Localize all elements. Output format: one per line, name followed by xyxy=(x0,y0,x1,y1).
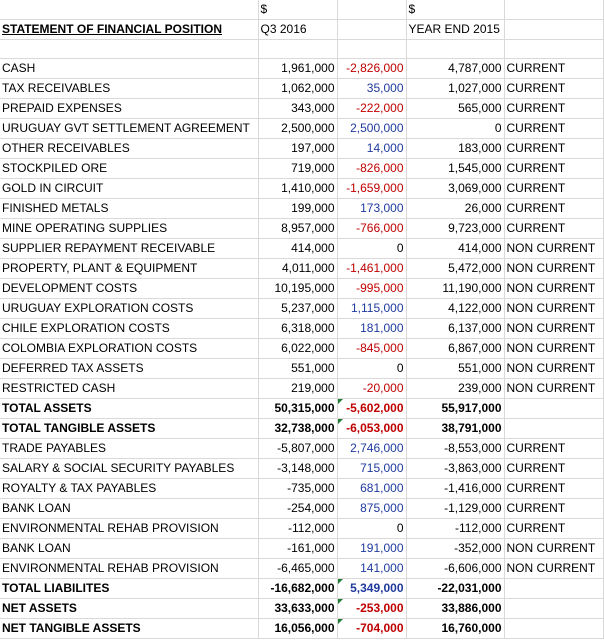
year-end-value-cell[interactable]: -1,129,000 xyxy=(406,499,504,519)
q3-value-cell[interactable]: 1,062,000 xyxy=(258,79,337,99)
cell[interactable] xyxy=(258,40,337,59)
q3-value-cell[interactable]: 33,633,000 xyxy=(258,599,337,619)
table-row xyxy=(0,279,603,299)
q3-value-cell[interactable]: -5,807,000 xyxy=(258,439,337,459)
classification-cell[interactable]: CURRENT xyxy=(504,119,603,139)
year-end-value-cell[interactable]: -1,416,000 xyxy=(406,479,504,499)
change-value-cell[interactable]: 0 xyxy=(337,359,406,379)
year-end-value-cell[interactable]: 33,886,000 xyxy=(406,599,504,619)
row-label-cell[interactable]: SUPPLIER REPAYMENT RECEIVABLE xyxy=(0,239,258,259)
row-label-cell[interactable]: BANK LOAN xyxy=(0,539,258,559)
cell[interactable] xyxy=(406,40,504,59)
year-end-value-cell[interactable]: -6,606,000 xyxy=(406,559,504,579)
q3-value-cell[interactable]: 8,957,000 xyxy=(258,219,337,239)
table-row xyxy=(0,319,603,339)
classification-cell[interactable] xyxy=(504,579,603,599)
table-row xyxy=(0,579,603,599)
year-end-value-cell[interactable]: -352,000 xyxy=(406,539,504,559)
year-end-value-cell[interactable]: 565,000 xyxy=(406,99,504,119)
classification-cell[interactable]: CURRENT xyxy=(504,159,603,179)
q3-value-cell[interactable]: 4,011,000 xyxy=(258,259,337,279)
row-label-cell[interactable]: DEFERRED TAX ASSETS xyxy=(0,359,258,379)
change-value-cell[interactable]: -766,000 xyxy=(337,219,406,239)
classification-cell[interactable]: CURRENT xyxy=(504,179,603,199)
q3-value-cell[interactable]: 10,195,000 xyxy=(258,279,337,299)
classification-cell[interactable]: CURRENT xyxy=(504,59,603,79)
cell[interactable] xyxy=(337,0,406,20)
row-label-cell[interactable]: FINISHED METALS xyxy=(0,199,258,219)
table-row xyxy=(0,419,603,439)
classification-cell[interactable]: CURRENT xyxy=(504,79,603,99)
change-value-cell[interactable]: 2,746,000 xyxy=(337,439,406,459)
year-end-value-cell[interactable]: 239,000 xyxy=(406,379,504,399)
table-row xyxy=(0,379,603,399)
classification-cell[interactable]: NON CURRENT xyxy=(504,279,603,299)
q3-column-header[interactable]: Q3 2016 xyxy=(258,20,337,40)
year-end-value-cell[interactable]: 4,122,000 xyxy=(406,299,504,319)
year-end-value-cell[interactable]: 3,069,000 xyxy=(406,179,504,199)
change-value-cell[interactable]: -222,000 xyxy=(337,99,406,119)
q3-value-cell[interactable]: -161,000 xyxy=(258,539,337,559)
cell[interactable] xyxy=(0,0,258,20)
change-value-cell[interactable]: 35,000 xyxy=(337,79,406,99)
cell[interactable] xyxy=(0,40,258,59)
row-label-cell[interactable]: URUGUAY EXPLORATION COSTS xyxy=(0,299,258,319)
table-row xyxy=(0,459,603,479)
change-value-cell[interactable]: -995,000 xyxy=(337,279,406,299)
table-row xyxy=(0,139,603,159)
year-end-value-cell[interactable]: 0 xyxy=(406,119,504,139)
year-end-value-cell[interactable]: -8,553,000 xyxy=(406,439,504,459)
year-end-value-cell[interactable]: -112,000 xyxy=(406,519,504,539)
q3-value-cell[interactable]: 6,318,000 xyxy=(258,319,337,339)
row-label-cell[interactable]: NET ASSETS xyxy=(0,599,258,619)
table-row xyxy=(0,439,603,459)
table-row xyxy=(0,359,603,379)
q3-value-cell[interactable]: 197,000 xyxy=(258,139,337,159)
blank-row xyxy=(0,40,603,59)
row-label-cell[interactable]: URUGUAY GVT SETTLEMENT AGREEMENT xyxy=(0,119,258,139)
row-label-cell[interactable]: MINE OPERATING SUPPLIES xyxy=(0,219,258,239)
table-row xyxy=(0,239,603,259)
year-end-value-cell[interactable]: 38,791,000 xyxy=(406,419,504,439)
table-row xyxy=(0,339,603,359)
row-label-cell[interactable]: CASH xyxy=(0,59,258,79)
header-row-titles xyxy=(0,20,603,40)
row-label-cell[interactable]: PREPAID EXPENSES xyxy=(0,99,258,119)
change-value-cell[interactable]: 2,500,000 xyxy=(337,119,406,139)
year-end-value-cell[interactable]: 551,000 xyxy=(406,359,504,379)
year-end-value-cell[interactable]: 9,723,000 xyxy=(406,219,504,239)
q3-value-cell[interactable]: 1,410,000 xyxy=(258,179,337,199)
year-end-value-cell[interactable]: 5,472,000 xyxy=(406,259,504,279)
q3-value-cell[interactable]: 2,500,000 xyxy=(258,119,337,139)
change-value-cell[interactable]: -704,000 xyxy=(337,619,406,639)
change-value-cell[interactable]: -5,602,000 xyxy=(337,399,406,419)
table-row xyxy=(0,399,603,419)
change-value-cell[interactable]: -826,000 xyxy=(337,159,406,179)
q3-value-cell[interactable]: 16,056,000 xyxy=(258,619,337,639)
table-row xyxy=(0,99,603,119)
table-row xyxy=(0,219,603,239)
classification-cell[interactable]: CURRENT xyxy=(504,219,603,239)
classification-cell[interactable]: CURRENT xyxy=(504,519,603,539)
currency-q3-cell[interactable]: $ xyxy=(258,0,337,20)
row-label-cell[interactable]: TOTAL ASSETS xyxy=(0,399,258,419)
header-row-currency xyxy=(0,0,603,20)
change-value-cell[interactable]: 0 xyxy=(337,239,406,259)
year-end-value-cell[interactable]: 6,137,000 xyxy=(406,319,504,339)
table-row xyxy=(0,539,603,559)
year-end-value-cell[interactable]: -3,863,000 xyxy=(406,459,504,479)
change-value-cell[interactable]: 181,000 xyxy=(337,319,406,339)
table-row xyxy=(0,599,603,619)
classification-cell[interactable]: NON CURRENT xyxy=(504,319,603,339)
q3-value-cell[interactable]: 343,000 xyxy=(258,99,337,119)
table-row xyxy=(0,619,603,639)
change-value-cell[interactable]: -20,000 xyxy=(337,379,406,399)
year-end-value-cell[interactable]: 1,027,000 xyxy=(406,79,504,99)
q3-value-cell[interactable]: 719,000 xyxy=(258,159,337,179)
change-value-cell[interactable]: -1,461,000 xyxy=(337,259,406,279)
change-value-cell[interactable]: 173,000 xyxy=(337,199,406,219)
table-row xyxy=(0,259,603,279)
row-label-cell[interactable]: GOLD IN CIRCUIT xyxy=(0,179,258,199)
change-value-cell[interactable]: 191,000 xyxy=(337,539,406,559)
q3-value-cell[interactable]: -6,465,000 xyxy=(258,559,337,579)
table-row xyxy=(0,299,603,319)
table-row xyxy=(0,479,603,499)
table-row xyxy=(0,519,603,539)
change-value-cell[interactable]: 141,000 xyxy=(337,559,406,579)
currency-ye-cell[interactable]: $ xyxy=(406,0,504,20)
row-label-cell[interactable]: TOTAL TANGIBLE ASSETS xyxy=(0,419,258,439)
year-end-value-cell[interactable]: 414,000 xyxy=(406,239,504,259)
table-row xyxy=(0,119,603,139)
classification-cell[interactable]: NON CURRENT xyxy=(504,359,603,379)
year-end-value-cell[interactable]: 4,787,000 xyxy=(406,59,504,79)
q3-value-cell[interactable]: 5,237,000 xyxy=(258,299,337,319)
change-value-cell[interactable]: -1,659,000 xyxy=(337,179,406,199)
change-value-cell[interactable]: 1,115,000 xyxy=(337,299,406,319)
classification-cell[interactable]: CURRENT xyxy=(504,439,603,459)
change-value-cell[interactable]: 715,000 xyxy=(337,459,406,479)
change-value-cell[interactable]: -6,053,000 xyxy=(337,419,406,439)
year-end-value-cell[interactable]: 1,545,000 xyxy=(406,159,504,179)
q3-value-cell[interactable]: -735,000 xyxy=(258,479,337,499)
change-value-cell[interactable]: -845,000 xyxy=(337,339,406,359)
q3-value-cell[interactable]: 6,022,000 xyxy=(258,339,337,359)
table-row xyxy=(0,79,603,99)
year-end-value-cell[interactable]: 16,760,000 xyxy=(406,619,504,639)
change-value-cell[interactable]: 875,000 xyxy=(337,499,406,519)
q3-value-cell[interactable]: 50,315,000 xyxy=(258,399,337,419)
classification-cell[interactable]: NON CURRENT xyxy=(504,239,603,259)
year-end-value-cell[interactable]: 26,000 xyxy=(406,199,504,219)
cell[interactable] xyxy=(504,40,603,59)
q3-value-cell[interactable]: 199,000 xyxy=(258,199,337,219)
row-label-cell[interactable]: SALARY & SOCIAL SECURITY PAYABLES xyxy=(0,459,258,479)
change-value-cell[interactable]: 681,000 xyxy=(337,479,406,499)
classification-cell[interactable]: CURRENT xyxy=(504,499,603,519)
classification-cell[interactable] xyxy=(504,419,603,439)
table-row xyxy=(0,59,603,79)
row-label-cell[interactable]: PROPERTY, PLANT & EQUIPMENT xyxy=(0,259,258,279)
row-label-cell[interactable]: CHILE EXPLORATION COSTS xyxy=(0,319,258,339)
row-label-cell[interactable]: TAX RECEIVABLES xyxy=(0,79,258,99)
change-value-cell[interactable]: -2,826,000 xyxy=(337,59,406,79)
q3-value-cell[interactable]: 1,961,000 xyxy=(258,59,337,79)
row-label-cell[interactable]: BANK LOAN xyxy=(0,499,258,519)
cell[interactable] xyxy=(504,0,603,20)
row-label-cell[interactable]: ROYALTY & TAX PAYABLES xyxy=(0,479,258,499)
q3-value-cell[interactable]: 32,738,000 xyxy=(258,419,337,439)
table-row xyxy=(0,179,603,199)
row-label-cell[interactable]: COLOMBIA EXPLORATION COSTS xyxy=(0,339,258,359)
classification-cell[interactable]: NON CURRENT xyxy=(504,259,603,279)
row-label-cell[interactable]: RESTRICTED CASH xyxy=(0,379,258,399)
cell[interactable] xyxy=(504,20,603,40)
classification-cell[interactable]: NON CURRENT xyxy=(504,299,603,319)
classification-cell[interactable]: NON CURRENT xyxy=(504,339,603,359)
classification-cell[interactable] xyxy=(504,399,603,419)
classification-cell[interactable]: NON CURRENT xyxy=(504,379,603,399)
table-row xyxy=(0,199,603,219)
q3-value-cell[interactable]: 219,000 xyxy=(258,379,337,399)
q3-value-cell[interactable]: 414,000 xyxy=(258,239,337,259)
change-value-cell[interactable]: -253,000 xyxy=(337,599,406,619)
classification-cell[interactable]: CURRENT xyxy=(504,139,603,159)
year-end-value-cell[interactable]: -22,031,000 xyxy=(406,579,504,599)
classification-cell[interactable]: NON CURRENT xyxy=(504,539,603,559)
classification-cell[interactable] xyxy=(504,599,603,619)
q3-value-cell[interactable]: -254,000 xyxy=(258,499,337,519)
year-end-column-header[interactable]: YEAR END 2015 xyxy=(406,20,504,40)
table-row xyxy=(0,499,603,519)
q3-value-cell[interactable]: -16,682,000 xyxy=(258,579,337,599)
year-end-value-cell[interactable]: 6,867,000 xyxy=(406,339,504,359)
row-label-cell[interactable]: ENVIRONMENTAL REHAB PROVISION xyxy=(0,519,258,539)
row-label-cell[interactable]: DEVELOPMENT COSTS xyxy=(0,279,258,299)
cell[interactable] xyxy=(337,40,406,59)
table-row xyxy=(0,559,603,579)
classification-cell[interactable]: CURRENT xyxy=(504,459,603,479)
year-end-value-cell[interactable]: 11,190,000 xyxy=(406,279,504,299)
change-value-cell[interactable]: 0 xyxy=(337,519,406,539)
row-label-cell[interactable]: NET TANGIBLE ASSETS xyxy=(0,619,258,639)
classification-cell[interactable]: CURRENT xyxy=(504,99,603,119)
statement-title-cell[interactable]: STATEMENT OF FINANCIAL POSITION xyxy=(0,20,258,40)
row-label-cell[interactable]: ENVIRONMENTAL REHAB PROVISION xyxy=(0,559,258,579)
row-label-cell[interactable]: OTHER RECEIVABLES xyxy=(0,139,258,159)
classification-cell[interactable]: CURRENT xyxy=(504,199,603,219)
row-label-cell[interactable]: TRADE PAYABLES xyxy=(0,439,258,459)
year-end-value-cell[interactable]: 55,917,000 xyxy=(406,399,504,419)
row-label-cell[interactable]: STOCKPILED ORE xyxy=(0,159,258,179)
classification-cell[interactable]: NON CURRENT xyxy=(504,559,603,579)
q3-value-cell[interactable]: 551,000 xyxy=(258,359,337,379)
row-label-cell[interactable]: TOTAL LIABILITES xyxy=(0,579,258,599)
table-row xyxy=(0,159,603,179)
year-end-value-cell[interactable]: 183,000 xyxy=(406,139,504,159)
change-value-cell[interactable]: 5,349,000 xyxy=(337,579,406,599)
change-value-cell[interactable]: 14,000 xyxy=(337,139,406,159)
classification-cell[interactable] xyxy=(504,619,603,639)
q3-value-cell[interactable]: -3,148,000 xyxy=(258,459,337,479)
classification-cell[interactable]: CURRENT xyxy=(504,479,603,499)
q3-value-cell[interactable]: -112,000 xyxy=(258,519,337,539)
cell[interactable] xyxy=(337,20,406,40)
